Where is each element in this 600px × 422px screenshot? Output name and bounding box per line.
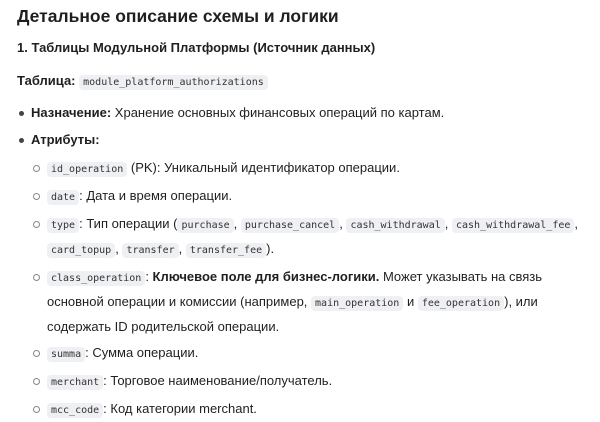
sep: , [233,216,241,231]
table-name-code: module_platform_authorizations [79,75,268,90]
code: id_operation [47,162,127,177]
and: и [403,294,418,309]
attr-class-operation [31,265,590,338]
type-value: purchase [177,218,233,233]
code: mcc_code [47,403,103,418]
desc: : Торговое наименование/получатель. [103,373,333,388]
type-value: card_topup [47,243,115,258]
desc: : Тип операции ( [79,216,178,231]
desc: : Код категории merchant. [103,401,257,416]
desc: ), или содержать ID родительской операции. [47,294,538,334]
attributes-list [31,156,590,422]
key-note: Ключевое поле для бизнес-логики. [152,269,380,284]
code: merchant [47,375,103,390]
table-label: Таблица: [17,73,76,88]
attr-merchant [31,369,590,394]
table-line [17,71,590,93]
page-title: Детальное описание схемы и логики [17,6,339,26]
code: summa [47,347,85,362]
desc: (PK): Уникальный идентификатор операции. [127,160,400,175]
attr-mcc-code [31,397,590,422]
attr-id-operation [31,156,590,181]
attr-summa [31,341,590,366]
section-heading: 1. Таблицы Модульной Платформы (Источник данных) [17,40,376,55]
code: type [47,218,79,233]
desc: Может указывать на связь основной операции и комиссии (например, [47,269,543,309]
end: ). [266,241,275,256]
type-value: cash_withdrawal_fee [452,218,574,233]
type-value: cash_withdrawal [346,218,444,233]
attributes-item [17,130,590,422]
sep: , [444,216,452,231]
type-value: transfer [122,243,178,258]
bullet-list [17,103,590,422]
desc: : Дата и время операции. [79,188,233,203]
sep: , [178,241,186,256]
code: fee_operation [418,296,504,311]
sep: : [145,269,153,284]
code: date [47,190,79,205]
attributes-label: Атрибуты: [31,132,100,147]
type-value: purchase_cancel [241,218,339,233]
attr-type [31,212,590,262]
sep: , [339,216,347,231]
sep: , [115,241,123,256]
code: class_operation [47,271,145,286]
desc: : Сумма операции. [85,345,199,360]
code: main_operation [311,296,403,311]
attr-date [31,184,590,209]
type-value: transfer_fee [186,243,266,258]
purpose-text: Хранение основных финансовых операций по картам. [111,105,445,120]
purpose-label: Назначение: [31,105,112,120]
sep: , [574,216,578,231]
purpose-item [17,103,590,123]
